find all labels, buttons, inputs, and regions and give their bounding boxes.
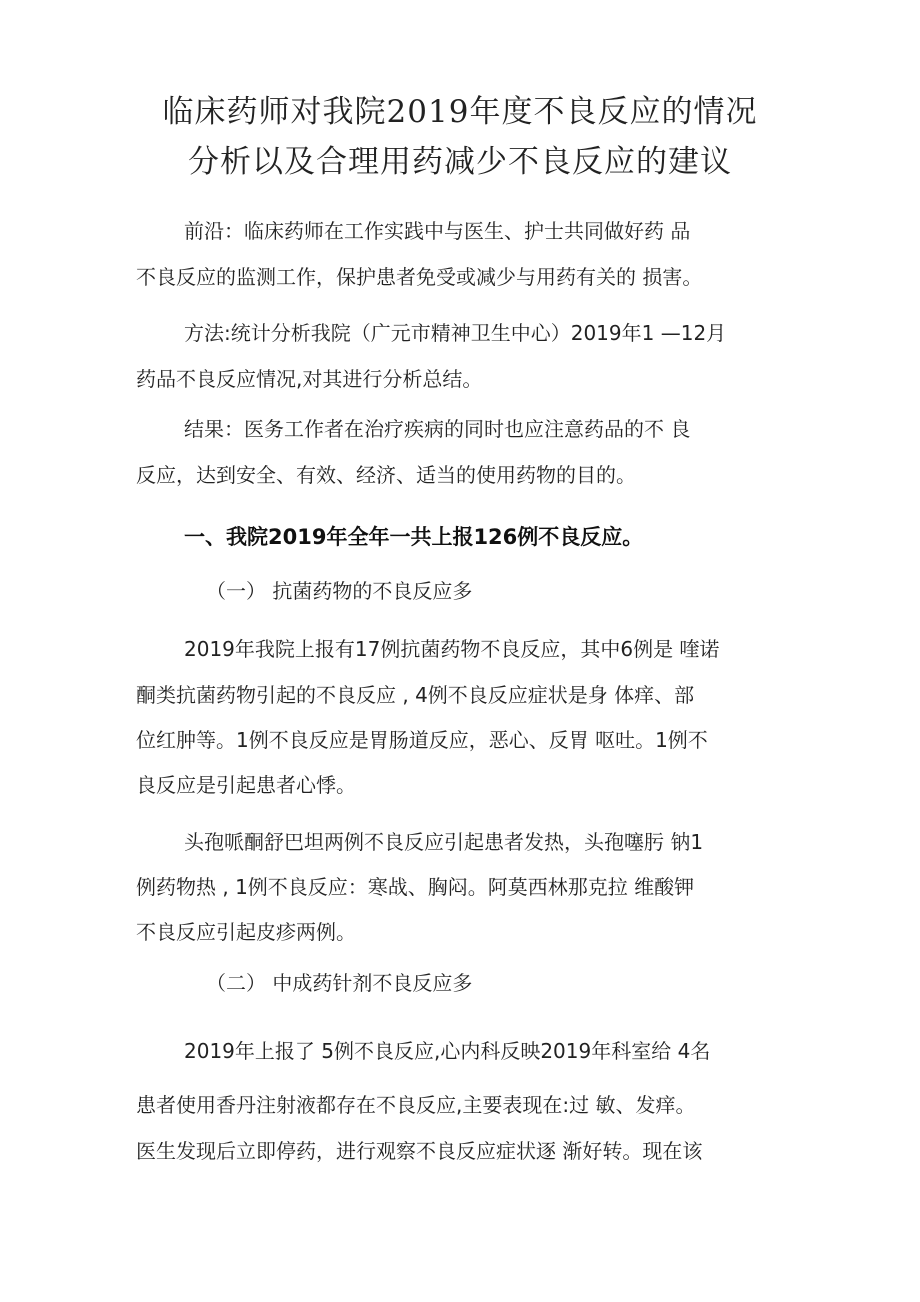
method-line-2: 药品不良反应情况,对其进行分析总结。 xyxy=(136,367,483,391)
preface-line-2: 不良反应的监测工作，保护患者免受或减少与用药有关的 损害。 xyxy=(136,265,703,289)
method-line-1: 方法:统计分析我院（广元市精神卫生中心）2019年1 —12月 xyxy=(184,321,727,345)
subsection-1-para-1-line-1: 2019年我院上报有17例抗菌药物不良反应，其中6例是 喹诺 xyxy=(184,637,720,661)
subsection-2-para-1-line-3: 医生发现后立即停药，进行观察不良反应症状逐 渐好转。现在该 xyxy=(136,1139,703,1163)
subsection-1-para-2-line-2: 例药物热 , 1例不良反应：寒战、胸闷。阿莫西林那克拉 维酸钾 xyxy=(136,875,695,899)
subsection-1-para-1-line-4: 良反应是引起患者心悸。 xyxy=(136,773,356,797)
subsection-1-para-2-line-1: 头孢哌酮舒巴坦两例不良反应引起患者发热，头孢噻肟 钠1 xyxy=(184,830,704,854)
subsection-2-para-1-line-2: 患者使用香丹注射液都存在不良反应,主要表现在:过 敏、发痒。 xyxy=(136,1093,696,1117)
section-1-heading: 一、我院2019年全年一共上报126例不良反应。 xyxy=(184,525,644,549)
subsection-1-heading: （一） 抗菌药物的不良反应多 xyxy=(206,579,473,603)
subsection-2-para-1-line-1: 2019年上报了 5例不良反应,心内科反映2019年科室给 4名 xyxy=(184,1039,711,1063)
preface-line-1: 前沿：临床药师在工作实践中与医生、护士共同做好药 品 xyxy=(184,219,691,243)
result-line-1: 结果：医务工作者在治疗疾病的同时也应注意药品的不 良 xyxy=(184,417,691,441)
subsection-2-heading: （二） 中成药针剂不良反应多 xyxy=(206,971,473,995)
subsection-1-para-1-line-3: 位红肿等。1例不良反应是胃肠道反应，恶心、反胃 呕吐。1例不 xyxy=(136,728,708,752)
document-title-line-1: 临床药师对我院2019年度不良反应的情况 xyxy=(162,94,758,130)
subsection-1-para-2-line-3: 不良反应引起皮疹两例。 xyxy=(136,920,356,944)
subsection-1-para-1-line-2: 酮类抗菌药物引起的不良反应 , 4例不良反应症状是身 体痒、部 xyxy=(136,683,695,707)
result-line-2: 反应，达到安全、有效、经济、适当的使用药物的目的。 xyxy=(136,463,636,487)
document-title-line-2: 分析以及合理用药减少不良反应的建议 xyxy=(188,144,732,180)
